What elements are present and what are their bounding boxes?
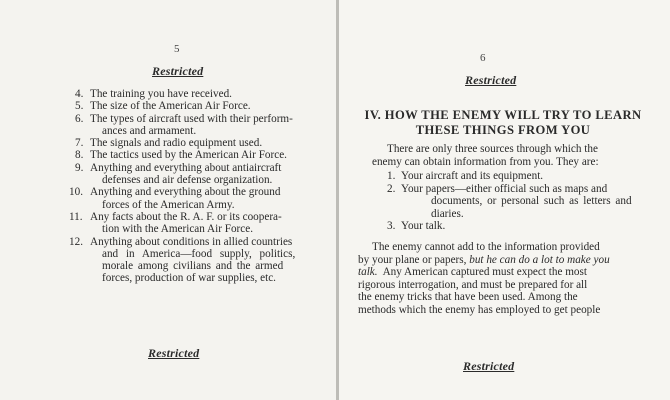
list-item: 9. Anything and everything about antiaircraft defenses and air defense organization. [75, 161, 282, 187]
restricted-header: Restricted [465, 73, 517, 87]
intro-line: There are only three sources through which the [387, 143, 598, 155]
sources-list [387, 170, 647, 233]
intro-line: enemy can obtain information from you. They are: [372, 155, 599, 168]
list-item: 5. The size of the American Air Force. [75, 100, 251, 113]
list-item: 3. Your talk. [387, 220, 446, 233]
page-number: 5 [174, 43, 180, 55]
restricted-footer: Restricted [148, 346, 200, 360]
page-number: 6 [480, 52, 486, 64]
list-item: 6. The types of aircraft used with their perform- ances and armament. [75, 112, 293, 137]
list-item: 11. Any facts about the R. A. F. or its coopera- tion with the American Air Force. [69, 210, 282, 236]
list-item: 12. Anything about conditions in allied countries and in America—food supply, politics, morale among civilians and the armed forces, production of war supplies, etc. [69, 235, 296, 285]
list-item: 10. Anything and everything about the ground forces of the American Army. [69, 186, 281, 211]
numbered-list [69, 88, 316, 285]
section-heading: IV. HOW THE ENEMY WILL TRY TO LEARN THESE THINGS FROM YOU [364, 108, 642, 137]
list-item: 7. The signals and radio equipment used. [75, 137, 263, 150]
restricted-footer: Restricted [463, 359, 515, 373]
restricted-header: Restricted [152, 64, 204, 78]
list-item: 8. The tactics used by the American Air Force. [75, 149, 287, 162]
list-item: 2. Your papers—either official such as maps and documents, or personal such as letters and diaries. [387, 182, 632, 220]
list-item: 4. The training you have received. [75, 88, 232, 100]
list-item: 1. Your aircraft and its equipment. [387, 170, 544, 182]
right-page: 6 Restricted IV. HOW THE ENEMY WILL TRY TO LEARN THESE THINGS FROM YOU There are only three sources through which the enemy can obtain information from you. They are: 1. Your aircraft and its equipment. 2. Your papers—either official such as maps and documents, or personal such as letters and diaries. 3. Your talk. The enemy cannot add to the information provided by your plane or papers, but he can do a lot to make you talk. Any American captured must expect the most rigorous interrogation, and must be prepared for all the enemy tricks that have been used. Among the methods which the enemy has employed to get people Restricted [339, 0, 670, 400]
